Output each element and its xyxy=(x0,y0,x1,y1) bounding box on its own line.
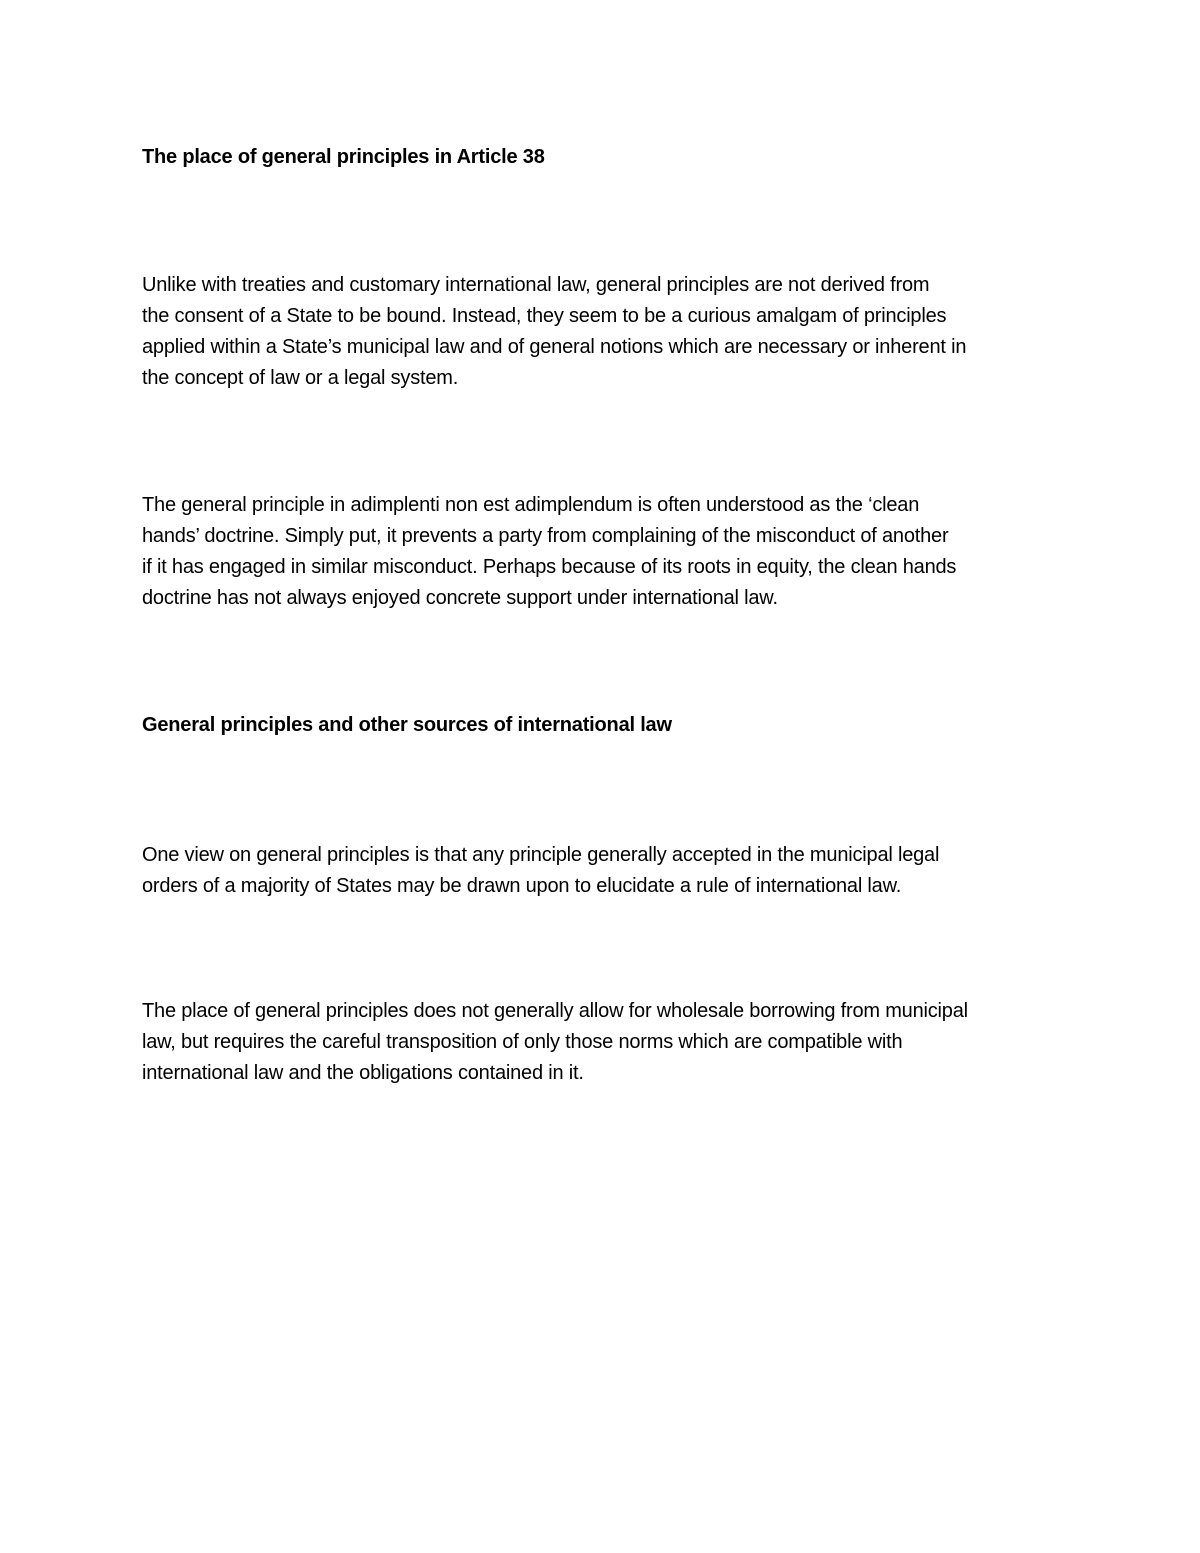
paragraph-line: doctrine has not always enjoyed concrete support under international law. xyxy=(142,587,778,609)
paragraph-municipal-orders xyxy=(142,840,1072,902)
paragraph-line: international law and the obligations contained in it. xyxy=(142,1062,584,1084)
paragraph-line: the concept of law or a legal system. xyxy=(142,367,459,389)
paragraph-clean-hands xyxy=(142,490,1072,614)
paragraph-line: hands’ doctrine. Simply put, it prevents a party from complaining of the misconduct of another xyxy=(142,525,949,547)
paragraph-line: if it has engaged in similar misconduct. Perhaps because of its roots in equity, the clean hands xyxy=(142,556,957,578)
paragraph-line: One view on general principles is that any principle generally accepted in the municipal legal xyxy=(142,844,940,866)
paragraph-transposition xyxy=(142,996,1072,1089)
paragraph-line: the consent of a State to be bound. Instead, they seem to be a curious amalgam of principles xyxy=(142,305,947,327)
paragraph-line: law, but requires the careful transposition of only those norms which are compatible with xyxy=(142,1031,903,1053)
paragraph-consent xyxy=(142,270,1072,394)
paragraph-line: Unlike with treaties and customary international law, general principles are not derived from xyxy=(142,274,930,296)
paragraph-line: applied within a State’s municipal law and of general notions which are necessary or inherent in xyxy=(142,336,967,358)
paragraph-line: The general principle in adimplenti non est adimplendum is often understood as the ‘clean xyxy=(142,494,920,516)
section-heading-other-sources: General principles and other sources of international law xyxy=(142,714,672,736)
section-heading-article-38: The place of general principles in Article 38 xyxy=(142,146,545,168)
paragraph-line: The place of general principles does not generally allow for wholesale borrowing from municipal xyxy=(142,1000,968,1022)
paragraph-line: orders of a majority of States may be drawn upon to elucidate a rule of international law. xyxy=(142,875,902,897)
